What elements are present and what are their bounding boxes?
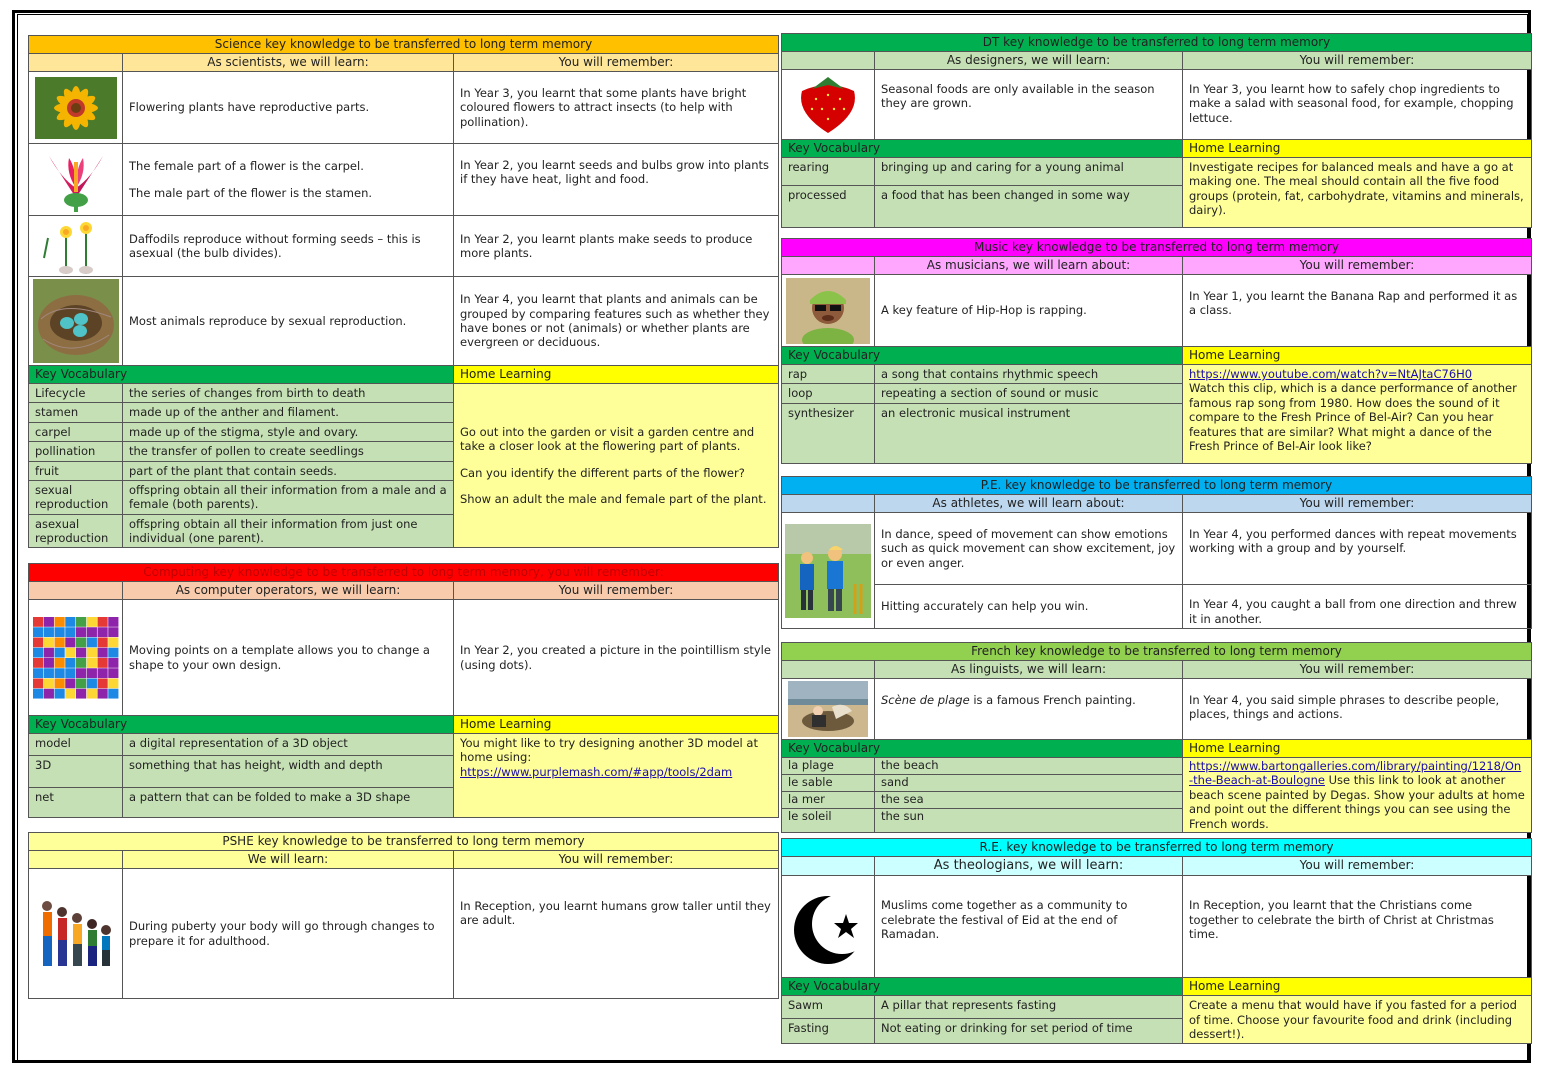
pixel-cell	[43, 688, 53, 698]
dt-title: DT key knowledge to be transferred to long term memory	[782, 34, 1532, 52]
french-painting-title: Scène de plage	[881, 693, 970, 707]
science-remember-3: In Year 2, you learnt plants make seeds to produce more plants.	[454, 216, 779, 277]
pixel-cell	[54, 688, 64, 698]
pe-learn-2: Hitting accurately can help you win.	[875, 585, 1183, 629]
pixel-cell	[65, 617, 75, 627]
science-vocab-def: offspring obtain all their information from a male and a female (both parents).	[123, 480, 454, 514]
re-vocab-term: Fasting	[782, 1019, 875, 1044]
re-header-blank	[782, 857, 875, 876]
pixel-cell	[76, 678, 86, 688]
re-learn: Muslims come together as a community to celebrate the festival of Eid at the end of Ramadan.	[875, 876, 1183, 978]
music-vocab-def: a song that contains rhythmic speech	[875, 365, 1183, 384]
pixel-cell	[33, 658, 43, 668]
science-vocab-def: offspring obtain all their information from just one individual (one parent).	[123, 514, 454, 548]
re-vocab-term: Sawm	[782, 996, 875, 1019]
computing-header-blank	[29, 582, 123, 600]
pixel-cell	[43, 647, 53, 657]
science-vocab-def: made up of the stigma, style and ovary.	[123, 422, 454, 441]
pixel-cell	[43, 617, 53, 627]
french-vocab-def: sand	[875, 775, 1183, 792]
french-vocab-term: le sable	[782, 775, 875, 792]
music-col-remember: You will remember:	[1183, 257, 1532, 275]
pixel-cell	[86, 678, 96, 688]
computing-learn: Moving points on a template allows you to change a shape to your own design.	[123, 600, 454, 716]
french-title: French key knowledge to be transferred to long term memory	[782, 643, 1532, 661]
dt-section	[781, 33, 1532, 228]
science-vocab-def: the transfer of pollen to create seedlings	[123, 442, 454, 461]
science-learn-2-cell	[123, 144, 454, 216]
pixel-cell	[54, 637, 64, 647]
pixel-cell	[33, 688, 43, 698]
pixel-cell	[65, 637, 75, 647]
french-home-text: Use this link to look at another beach scene painted by Degas. Show your adults at home and point out the different things you can see using the French words.	[1189, 773, 1525, 831]
re-vocab-def: Not eating or drinking for set period of time	[875, 1019, 1183, 1044]
children-cricket-icon	[782, 513, 875, 629]
french-remember: In Year 4, you said simple phrases to describe people, places, things and actions.	[1183, 679, 1532, 740]
science-vocab-term: stamen	[29, 403, 123, 422]
music-vocab-term: loop	[782, 384, 875, 403]
dt-vocab-def: a food that has been changed in some way	[875, 186, 1183, 228]
strawberry-icon	[782, 70, 875, 140]
pixel-cell	[108, 658, 118, 668]
pixel-cell	[76, 658, 86, 668]
computing-section	[28, 563, 779, 818]
pixel-cell	[86, 617, 96, 627]
science-learn-3: Daffodils reproduce without forming seeds – this is asexual (the bulb divides).	[123, 216, 454, 277]
pixel-cell	[97, 688, 107, 698]
french-col-learn: As linguists, we will learn:	[875, 661, 1183, 679]
pixel-cell	[86, 658, 96, 668]
pixel-cell	[33, 668, 43, 678]
gazania-flower-icon	[29, 72, 123, 144]
computing-vocab-def: a pattern that can be folded to make a 3D shape	[123, 788, 454, 818]
computing-home-title: Home Learning	[454, 716, 779, 734]
computing-title: Computing key knowledge to be transferred to long term memory, you will remember:	[29, 564, 779, 582]
french-learn-cell	[875, 679, 1183, 740]
music-vocab-def: repeating a section of sound or music	[875, 384, 1183, 403]
dt-learn: Seasonal foods are only available in the season they are grown.	[875, 70, 1183, 140]
science-vocab-title: Key Vocabulary	[29, 366, 454, 384]
pixel-cell	[65, 668, 75, 678]
music-vocab-term: synthesizer	[782, 403, 875, 463]
science-title: Science key knowledge to be transferred to long term memory	[29, 36, 779, 54]
re-vocab-title: Key Vocabulary	[782, 978, 1183, 996]
pshe-section	[28, 832, 779, 999]
pixel-cell	[108, 668, 118, 678]
pixel-cell	[86, 637, 96, 647]
pixel-cell	[97, 627, 107, 637]
science-section	[28, 35, 779, 548]
pixel-cell	[33, 647, 43, 657]
science-col-remember: You will remember:	[454, 54, 779, 72]
pixel-cell	[86, 668, 96, 678]
computing-vocab-term: net	[29, 788, 123, 818]
pixel-cell	[86, 647, 96, 657]
french-col-remember: You will remember:	[1183, 661, 1532, 679]
dt-vocab-title: Key Vocabulary	[782, 140, 1183, 158]
pixel-cell	[43, 627, 53, 637]
french-vocab-def: the sun	[875, 809, 1183, 833]
music-learn: A key feature of Hip-Hop is rapping.	[875, 275, 1183, 347]
pixel-cell	[65, 658, 75, 668]
pixel-cell	[108, 637, 118, 647]
pixel-cell	[65, 678, 75, 688]
beach-painting-icon	[782, 679, 875, 740]
science-col-learn: As scientists, we will learn:	[123, 54, 454, 72]
daffodil-icon	[29, 216, 123, 277]
pixel-cell	[54, 678, 64, 688]
music-section	[781, 238, 1532, 464]
french-section	[781, 642, 1532, 833]
pixel-cell	[76, 637, 86, 647]
pe-col-learn: As athletes, we will learn about:	[875, 495, 1183, 513]
pixel-cell	[54, 668, 64, 678]
re-home-title: Home Learning	[1183, 978, 1532, 996]
re-col-learn: As theologians, we will learn:	[875, 857, 1183, 876]
pixel-cell	[108, 617, 118, 627]
pixel-cell	[33, 617, 43, 627]
french-home-link[interactable]: https://www.bartongalleries.com/library/painting/1218/On-the-Beach-at-Boulogne	[1189, 759, 1522, 788]
pixel-cell	[43, 658, 53, 668]
dt-home-title: Home Learning	[1183, 140, 1532, 158]
computing-remember: In Year 2, you created a picture in the pointillism style (using dots).	[454, 600, 779, 716]
french-learn: is a famous French painting.	[969, 693, 1136, 707]
re-title: R.E. key knowledge to be transferred to long term memory	[782, 839, 1532, 857]
pixel-cell	[76, 627, 86, 637]
pixel-cell	[65, 647, 75, 657]
pixel-cell	[54, 647, 64, 657]
pixel-cell	[76, 617, 86, 627]
pixel-cell	[86, 627, 96, 637]
science-home-2: Can you identify the different parts of the flower?	[460, 465, 745, 480]
science-learn-4: Most animals reproduce by sexual reproduction.	[123, 277, 454, 366]
music-remember: In Year 1, you learnt the Banana Rap and performed it as a class.	[1183, 275, 1532, 347]
re-section	[781, 838, 1532, 1044]
science-vocab-term: Lifecycle	[29, 384, 123, 403]
pshe-col-learn: We will learn:	[123, 851, 454, 869]
re-home-learning: Create a menu that would have if you fasted for a period of time. Choose your favourite food and drink (including dessert!).	[1183, 996, 1532, 1044]
computing-vocab-title: Key Vocabulary	[29, 716, 454, 734]
pixel-cell	[108, 688, 118, 698]
french-vocab-title: Key Vocabulary	[782, 740, 1183, 758]
music-home-learning	[1183, 365, 1532, 464]
music-home-text: Watch this clip, which is a dance performance of another famous rap song from 1980. How does the sound of it compare to the Fresh Prince of Bel-Air? Can you hear features that are similar? What might a dance of the Fresh Prince of Bel-Air look like?	[1189, 381, 1517, 453]
computing-home-learning	[454, 734, 779, 818]
pixel-cell	[54, 627, 64, 637]
pixel-cell	[97, 637, 107, 647]
music-vocab-title: Key Vocabulary	[782, 347, 1183, 365]
re-vocab-def: A pillar that represents fasting	[875, 996, 1183, 1019]
pixel-cell	[108, 627, 118, 637]
french-home-learning	[1183, 758, 1532, 833]
pe-col-remember: You will remember:	[1183, 495, 1532, 513]
re-col-remember: You will remember:	[1183, 857, 1532, 876]
re-remember: In Reception, you learnt that the Christians come together to celebrate the birth of Christ at Christmas time.	[1183, 876, 1532, 978]
dt-header-blank	[782, 52, 875, 70]
pixel-cell	[65, 688, 75, 698]
crescent-star-icon	[782, 876, 875, 978]
computing-home-text: You might like to try designing another 3D model at home using:	[460, 736, 758, 765]
science-remember-1: In Year 3, you learnt that some plants have bright coloured flowers to attract insects (to help with pollination).	[454, 72, 779, 144]
science-header-blank	[29, 54, 123, 72]
science-vocab-def: made up of the anther and filament.	[123, 403, 454, 422]
computing-col-learn: As computer operators, we will learn:	[123, 582, 454, 600]
bird-nest-eggs-icon	[29, 277, 123, 366]
pixel-cell	[97, 647, 107, 657]
music-vocab-def: an electronic musical instrument	[875, 403, 1183, 463]
french-vocab-def: the sea	[875, 792, 1183, 809]
french-header-blank	[782, 661, 875, 679]
flower-cross-section-icon	[29, 144, 123, 216]
science-vocab-term: asexual reproduction	[29, 514, 123, 548]
pixel-cell	[33, 637, 43, 647]
science-vocab-def: part of the plant that contain seeds.	[123, 461, 454, 480]
pixel-cell	[43, 637, 53, 647]
pshe-title: PSHE key knowledge to be transferred to long term memory	[29, 833, 779, 851]
pixel-cell	[76, 688, 86, 698]
rapper-icon	[782, 275, 875, 347]
computing-home-link[interactable]: https://www.purplemash.com/#app/tools/2dam	[460, 764, 733, 779]
pixel-cell	[108, 647, 118, 657]
computing-vocab-term: 3D	[29, 756, 123, 788]
science-vocab-term: pollination	[29, 442, 123, 461]
dt-vocab-term: rearing	[782, 158, 875, 186]
science-vocab-term: carpel	[29, 422, 123, 441]
computing-vocab-def: something that has height, width and depth	[123, 756, 454, 788]
music-home-link[interactable]: https://www.youtube.com/watch?v=NtAJtaC76H0	[1189, 367, 1473, 381]
pixel-cell	[33, 678, 43, 688]
pixel-cell	[54, 658, 64, 668]
pixel-cell	[76, 668, 86, 678]
dt-home-learning: Investigate recipes for balanced meals and have a go at making one. The meal should contain all the five food groups (protein, fat, carbohydrate, vitamins and minerals, dairy).	[1183, 158, 1532, 228]
science-remember-4: In Year 4, you learnt that plants and animals can be grouped by comparing features such as whether they have bones or not (animals) or whether plants are evergreen or deciduous.	[454, 277, 779, 366]
pe-remember-2: In Year 4, you caught a ball from one direction and threw it in another.	[1183, 585, 1532, 629]
pe-section	[781, 476, 1532, 629]
dt-vocab-def: bringing up and caring for a young animal	[875, 158, 1183, 186]
dt-vocab-term: processed	[782, 186, 875, 228]
pixel-cell	[97, 678, 107, 688]
french-vocab-def: the beach	[875, 758, 1183, 775]
pshe-header-blank	[29, 851, 123, 869]
pixel-cell	[108, 678, 118, 688]
science-home-title: Home Learning	[454, 366, 779, 384]
pixel-cell	[76, 647, 86, 657]
science-learn-1: Flowering plants have reproductive parts.	[123, 72, 454, 144]
pixel-cell	[54, 617, 64, 627]
music-col-learn: As musicians, we will learn about:	[875, 257, 1183, 275]
pixel-cell	[97, 617, 107, 627]
pixel-cell	[43, 678, 53, 688]
pe-header-blank	[782, 495, 875, 513]
pixel-grid-icon	[29, 600, 123, 716]
science-remember-2: In Year 2, you learnt seeds and bulbs grow into plants if they have heat, light and food.	[454, 144, 779, 216]
science-learn-2b: The male part of the flower is the stamen.	[129, 185, 373, 200]
science-vocab-def: the series of changes from birth to death	[123, 384, 454, 403]
pshe-remember: In Reception, you learnt humans grow taller until they are adult.	[454, 869, 779, 999]
music-home-title: Home Learning	[1183, 347, 1532, 365]
pe-learn-1: In dance, speed of movement can show emotions such as quick movement can show excitement, joy or even anger.	[875, 513, 1183, 585]
dt-col-remember: You will remember:	[1183, 52, 1532, 70]
pixel-cell	[97, 668, 107, 678]
dt-remember: In Year 3, you learnt how to safely chop ingredients to make a salad with seasonal food, for example, chopping lettuce.	[1183, 70, 1532, 140]
pe-title: P.E. key knowledge to be transferred to long term memory	[782, 477, 1532, 495]
science-home-1: Go out into the garden or visit a garden centre and take a closer look at the flowering part of plants.	[460, 424, 755, 454]
computing-col-remember: You will remember:	[454, 582, 779, 600]
pixel-cell	[97, 658, 107, 668]
music-title: Music key knowledge to be transferred to long term memory	[782, 239, 1532, 257]
pshe-col-remember: You will remember:	[454, 851, 779, 869]
science-home-3: Show an adult the male and female part of the plant.	[460, 492, 767, 507]
science-vocab-term: fruit	[29, 461, 123, 480]
science-learn-2: The female part of a flower is the carpel.	[129, 159, 364, 174]
french-vocab-term: la mer	[782, 792, 875, 809]
pe-remember-1: In Year 4, you performed dances with repeat movements working with a group and by yourself.	[1183, 513, 1532, 585]
science-vocab-term: sexual reproduction	[29, 480, 123, 514]
computing-vocab-def: a digital representation of a 3D object	[123, 734, 454, 756]
children-growing-icon	[29, 869, 123, 999]
pixel-cell	[65, 627, 75, 637]
pshe-learn: During puberty your body will go through changes to prepare it for adulthood.	[123, 869, 454, 999]
science-home-learning	[454, 384, 779, 548]
pixel-cell	[43, 668, 53, 678]
computing-vocab-term: model	[29, 734, 123, 756]
pixel-cell	[33, 627, 43, 637]
french-home-title: Home Learning	[1183, 740, 1532, 758]
pixel-cell	[86, 688, 96, 698]
music-header-blank	[782, 257, 875, 275]
french-vocab-term: la plage	[782, 758, 875, 775]
french-vocab-term: le soleil	[782, 809, 875, 833]
music-vocab-term: rap	[782, 365, 875, 384]
dt-col-learn: As designers, we will learn:	[875, 52, 1183, 70]
